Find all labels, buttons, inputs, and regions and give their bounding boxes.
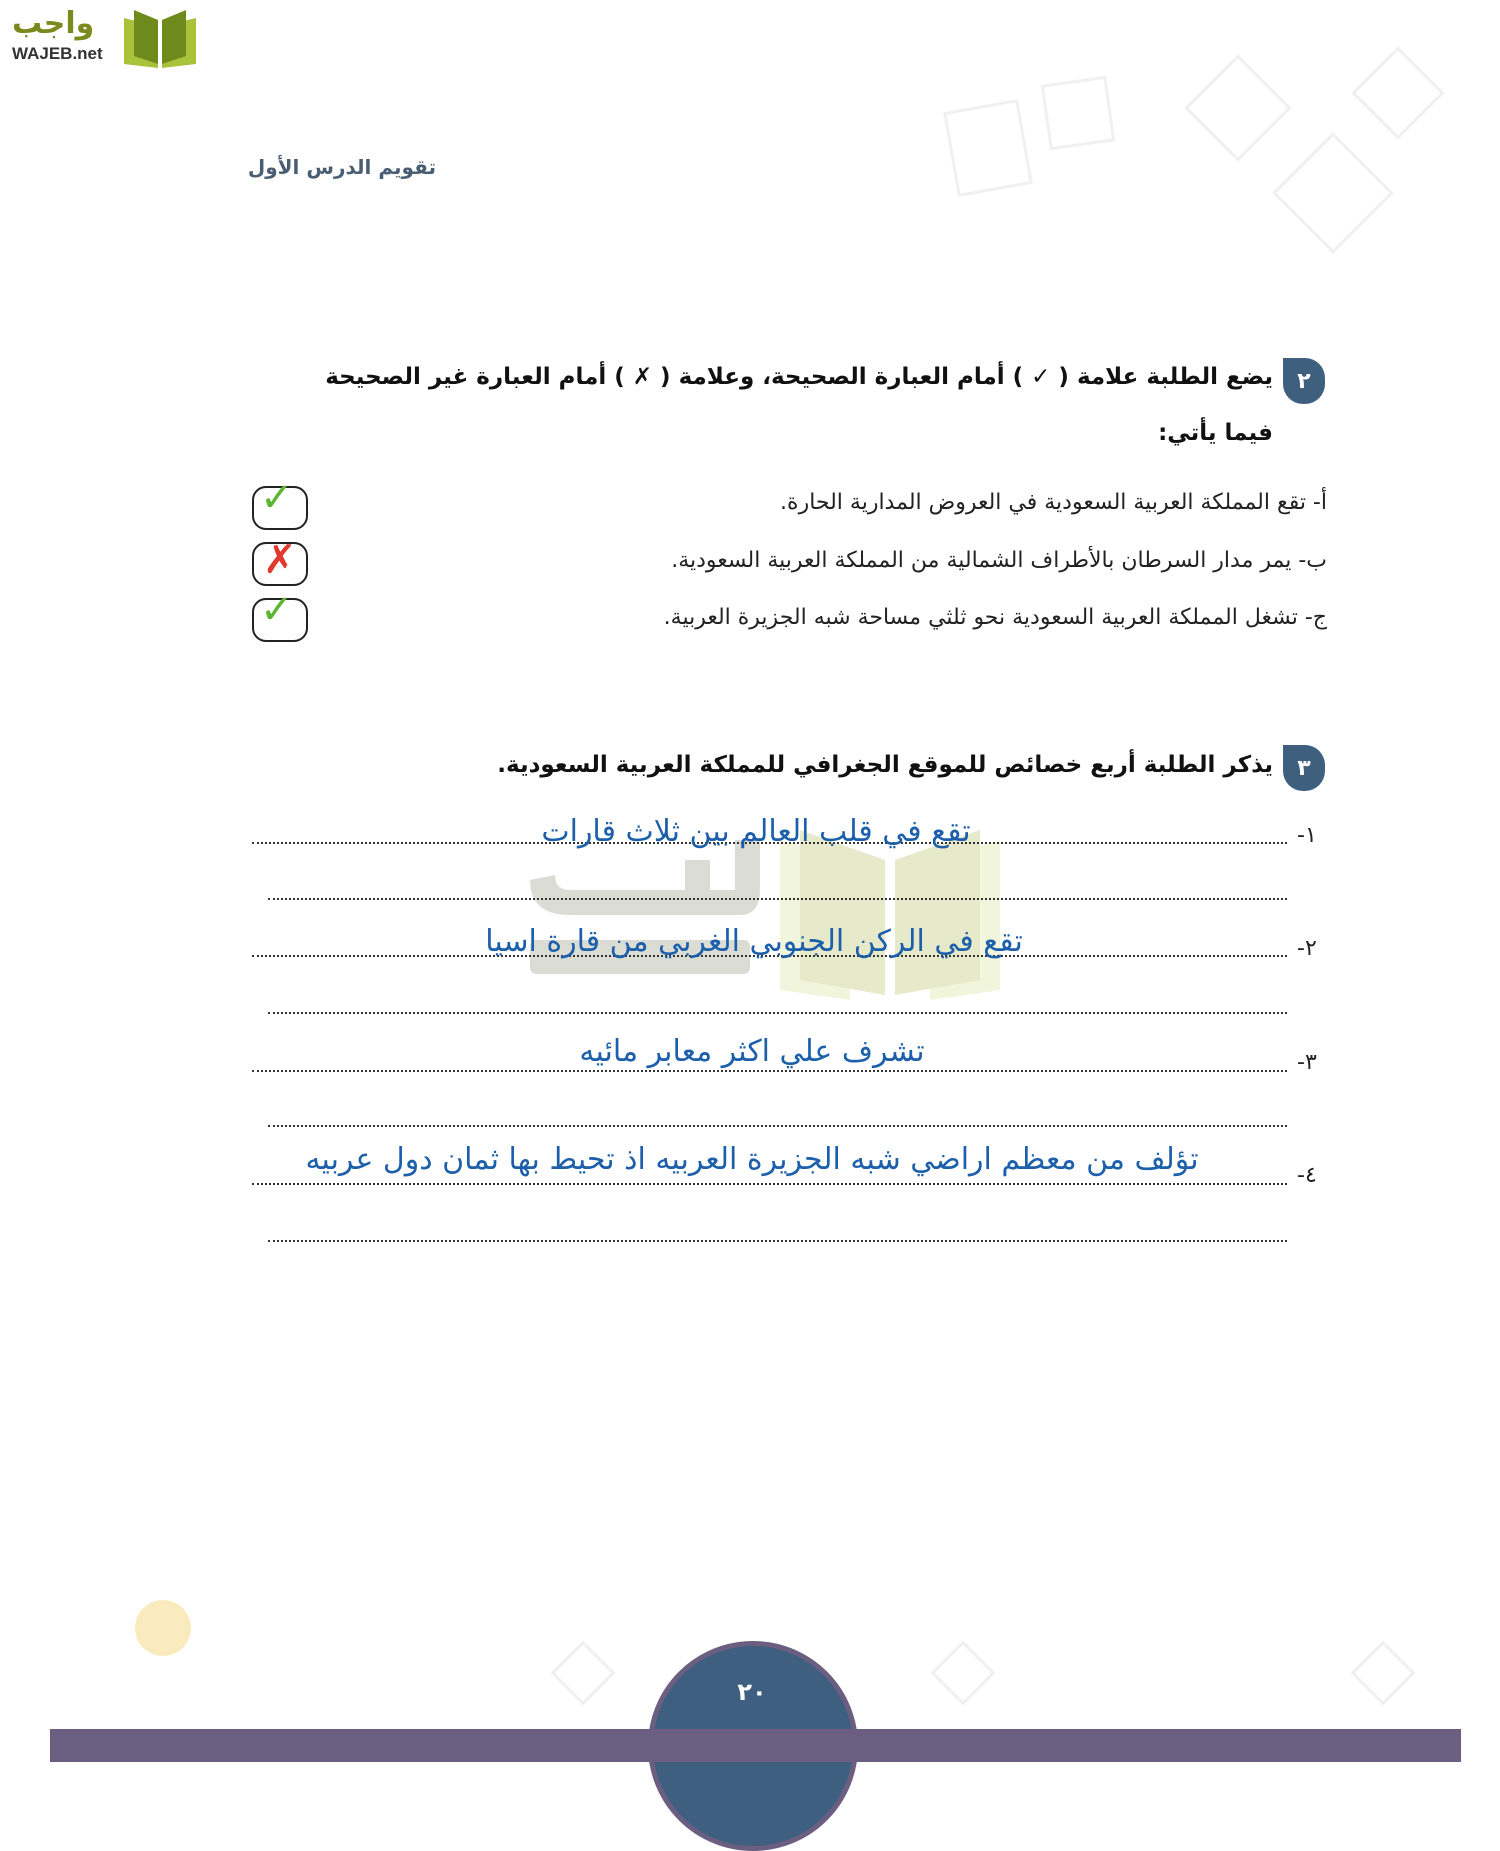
answer-3-text[interactable]: تشرف علي اكثر معابر مائيه [579, 1034, 925, 1069]
decorative-square [943, 99, 1033, 197]
answer-2-number: ٢- [1297, 936, 1317, 961]
lesson-title: تقويم الدرس الأول [247, 155, 436, 179]
answer-3-number: ٣- [1297, 1050, 1317, 1075]
answer-1-number: ١- [1297, 823, 1317, 848]
answer-2-text[interactable]: تقع في الركن الجنوبي الغربي من قارة اسيا [485, 924, 1023, 959]
answer-line [252, 1183, 1287, 1185]
question-2-badge: ٢ [1283, 358, 1325, 404]
decorative-diamond [550, 1640, 615, 1705]
answer-line [268, 1240, 1287, 1242]
answer-box-a[interactable] [252, 475, 308, 530]
answer-4-number: ٤- [1297, 1163, 1317, 1188]
answer-line [268, 1012, 1287, 1014]
decorative-diamond [1350, 1640, 1415, 1705]
decorative-diamond [1272, 132, 1394, 254]
answer-box-c[interactable] [252, 587, 308, 642]
book-icon [120, 6, 200, 68]
cross-icon: ✗ [263, 537, 297, 583]
wajeb-logo [12, 6, 192, 68]
check-icon: ✓ [260, 475, 294, 521]
answer-box-b[interactable] [252, 537, 308, 586]
footer-bar [50, 1729, 1461, 1762]
answer-1-text[interactable]: تقع في قلب العالم بين ثلاث قارات [541, 814, 971, 849]
decorative-diamond [1351, 46, 1444, 139]
question-3-badge: ٣ [1283, 745, 1325, 791]
question-2-text-cont: فيما يأتي: [1158, 420, 1273, 446]
answer-4-text[interactable]: تؤلف من معظم اراضي شبه الجزيرة العربيه اذ تحيط بها ثمان دول عربيه [305, 1142, 1199, 1177]
statement-b: ب- يمر مدار السرطان بالأطراف الشمالية من المملكة العربية السعودية. [671, 548, 1327, 573]
question-2-text: يضع الطلبة علامة ( ✓ ) أمام العبارة الصحيحة، وعلامة ( ✗ ) أمام العبارة غير الصحيحة [325, 364, 1273, 390]
page-number: ٢٠ [737, 1678, 767, 1706]
question-3-text: يذكر الطلبة أربع خصائص للموقع الجغرافي للمملكة العربية السعودية. [497, 752, 1273, 778]
decorative-diamond [930, 1640, 995, 1705]
answer-line [268, 1125, 1287, 1127]
publisher-emblem-icon [135, 1600, 191, 1656]
check-icon: ✓ [260, 587, 294, 633]
logo-latin-text: WAJEB.net [12, 44, 103, 63]
answer-line [268, 898, 1287, 900]
statement-c: ج- تشغل المملكة العربية السعودية نحو ثلثي مساحة شبه الجزيرة العربية. [663, 605, 1327, 630]
statement-a: أ- تقع المملكة العربية السعودية في العروض المدارية الحارة. [780, 490, 1327, 515]
decorative-diamond [1184, 54, 1291, 161]
answer-line [252, 1070, 1287, 1072]
decorative-square [1041, 76, 1116, 151]
logo-arabic-text: واجب [12, 6, 95, 41]
